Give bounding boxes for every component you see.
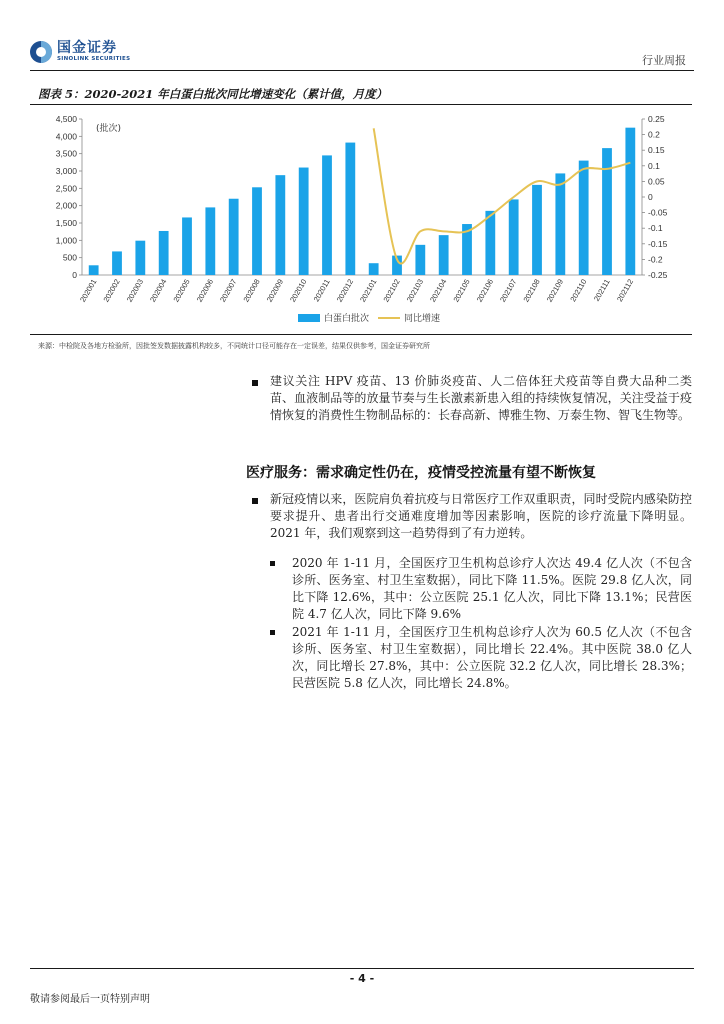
paragraph-2021-stats: 2021 年 1-11 月，全国医疗卫生机构总诊疗人次为 60.5 亿人次（不包含诊所、医务室、村卫生室数据），同比增长 22.4%。其中医院 38.0 亿人次，同比增长 27.8%，其中：公立医院 32.2 亿人次，同比增长 28.3%；民营医院 5.8 亿人次，同比增长 24.8%。 — [292, 625, 692, 690]
bar — [579, 161, 589, 275]
x-tick-label: 202111 — [591, 277, 612, 303]
bar — [112, 251, 122, 275]
figure-frame — [30, 104, 692, 335]
left-tick-label: 0 — [72, 270, 77, 280]
bar — [299, 168, 309, 275]
right-tick-label: 0.2 — [648, 129, 660, 140]
bar — [415, 245, 425, 275]
x-tick-label: 202108 — [521, 277, 542, 304]
right-tick-label: -0.2 — [648, 254, 663, 265]
bar — [602, 148, 612, 275]
right-tick-label: 0.05 — [648, 176, 665, 187]
bar — [322, 155, 332, 275]
sub-bullet-marker — [270, 630, 275, 635]
section-heading: 医疗服务：需求确定性仍在，疫情受控流量有望不断恢复 — [246, 465, 596, 481]
right-tick-label: -0.15 — [648, 238, 668, 249]
sub-bullet-marker — [270, 561, 275, 566]
unit-label: (批次) — [96, 124, 122, 134]
disclaimer-note: 敬请参阅最后一页特别声明 — [30, 994, 150, 1005]
page-number: - 4 - — [349, 972, 375, 985]
bullet-marker — [252, 498, 258, 504]
left-tick-label: 4,500 — [55, 114, 77, 124]
x-tick-label: 202109 — [544, 277, 566, 304]
x-tick-label: 202004 — [148, 277, 169, 304]
logo-icon — [30, 41, 52, 63]
x-tick-label: 202112 — [615, 277, 636, 304]
left-tick-label: 1,000 — [55, 235, 77, 246]
paragraph-2020-stats: 2020 年 1-11 月，全国医疗卫生机构总诊疗人次达 49.4 亿人次（不包含诊所、医务室、村卫生室数据），同比下降 11.5%。医院 29.8 亿人次，同比下降 12.6%，其中：公立医院 25.1 亿人次，同比下降 13.1%；民营医院 4.7 亿人次，同比下降 9.6% — [292, 556, 692, 621]
header-divider — [30, 70, 694, 71]
right-tick-label: 0 — [648, 192, 653, 202]
x-tick-label: 202005 — [171, 277, 192, 304]
left-tick-label: 1,500 — [55, 218, 77, 228]
right-tick-label: -0.25 — [648, 270, 668, 280]
left-tick-label: 2,000 — [55, 200, 77, 211]
x-tick-label: 202007 — [218, 277, 239, 304]
left-tick-label: 3,000 — [55, 166, 77, 176]
logo-cn-text: 国金证券 — [57, 40, 117, 56]
x-tick-label: 202003 — [124, 277, 146, 304]
x-tick-label: 202107 — [498, 277, 519, 304]
bar — [509, 199, 519, 275]
left-tick-label: 2,500 — [55, 183, 77, 194]
x-tick-label: 202009 — [264, 277, 286, 304]
x-tick-label: 202104 — [428, 277, 449, 304]
logo-en-text: SINOLINK SECURITIES — [57, 56, 131, 62]
figure-source: 来源：中检院及各地方检验所，因批签发数据披露机构较多，不同统计口径可能存在一定误差，结果仅供参考，国金证券研究所 — [38, 342, 430, 350]
left-tick-label: 500 — [62, 252, 77, 263]
report-type: 行业周报 — [642, 54, 686, 67]
x-tick-label: 202103 — [404, 277, 426, 304]
x-tick-label: 202110 — [568, 277, 589, 304]
x-tick-label: 202001 — [78, 277, 99, 304]
x-tick-label: 202010 — [288, 277, 309, 304]
bar — [159, 231, 169, 275]
bar — [439, 235, 449, 275]
x-tick-label: 202011 — [311, 277, 332, 304]
left-tick-label: 3,500 — [55, 148, 77, 159]
left-tick-label: 4,000 — [55, 131, 77, 142]
bar — [135, 241, 145, 275]
bar — [205, 207, 215, 275]
bar — [275, 175, 285, 275]
bar — [625, 128, 635, 275]
legend-swatch-bar — [298, 314, 320, 322]
x-tick-label: 202105 — [451, 277, 472, 304]
x-tick-label: 202012 — [334, 277, 356, 304]
paragraph-recommendation: 建议关注 HPV 疫苗、13 价肺炎疫苗、人二倍体狂犬疫苗等自费大品种二类苗、血液制品等的放量节奏与生长激素新患入组的持续恢复情况，关注受益于疫情恢复的消费性生物制品标的：长春高新、博雅生物、万泰生物、智飞生物等。 — [270, 374, 692, 422]
right-tick-label: -0.1 — [648, 223, 663, 234]
x-tick-label: 202106 — [474, 277, 496, 304]
company-logo — [30, 40, 130, 63]
bar — [182, 217, 192, 275]
paragraph-hospital-traffic: 新冠疫情以来，医院肩负着抗疫与日常医疗工作双重职责，同时受院内感染防控要求提升、患者出行交通难度增加等因素影响，医院的诊疗流量下降明显。2021 年，我们观察到这一趋势得到了有力逆转。 — [270, 492, 692, 540]
bar — [369, 263, 379, 275]
bar — [532, 185, 542, 275]
right-tick-label: 0.25 — [648, 114, 665, 124]
x-tick-label: 202102 — [381, 277, 402, 304]
x-tick-label: 202006 — [194, 277, 216, 304]
footer-divider — [30, 968, 694, 969]
right-tick-label: -0.05 — [648, 207, 668, 218]
legend-label-line: 同比增速 — [404, 314, 441, 324]
x-tick-label: 202008 — [241, 277, 262, 304]
right-tick-label: 0.15 — [648, 145, 665, 156]
figure-title: 图表 5：2020-2021 年白蛋白批次同比增速变化（累计值，月度） — [38, 87, 388, 101]
x-tick-label: 202002 — [101, 277, 122, 304]
bar — [345, 143, 355, 275]
legend-label-bar: 白蛋白批次 — [324, 314, 370, 324]
bullet-marker — [252, 380, 258, 386]
bar — [229, 199, 239, 275]
bar — [485, 211, 495, 275]
batch-chart — [30, 105, 692, 334]
bar — [555, 173, 565, 275]
bar — [89, 265, 99, 275]
right-tick-label: 0.1 — [648, 160, 660, 171]
bar — [252, 187, 262, 275]
growth-line — [374, 128, 631, 263]
x-tick-label: 202101 — [358, 277, 379, 304]
